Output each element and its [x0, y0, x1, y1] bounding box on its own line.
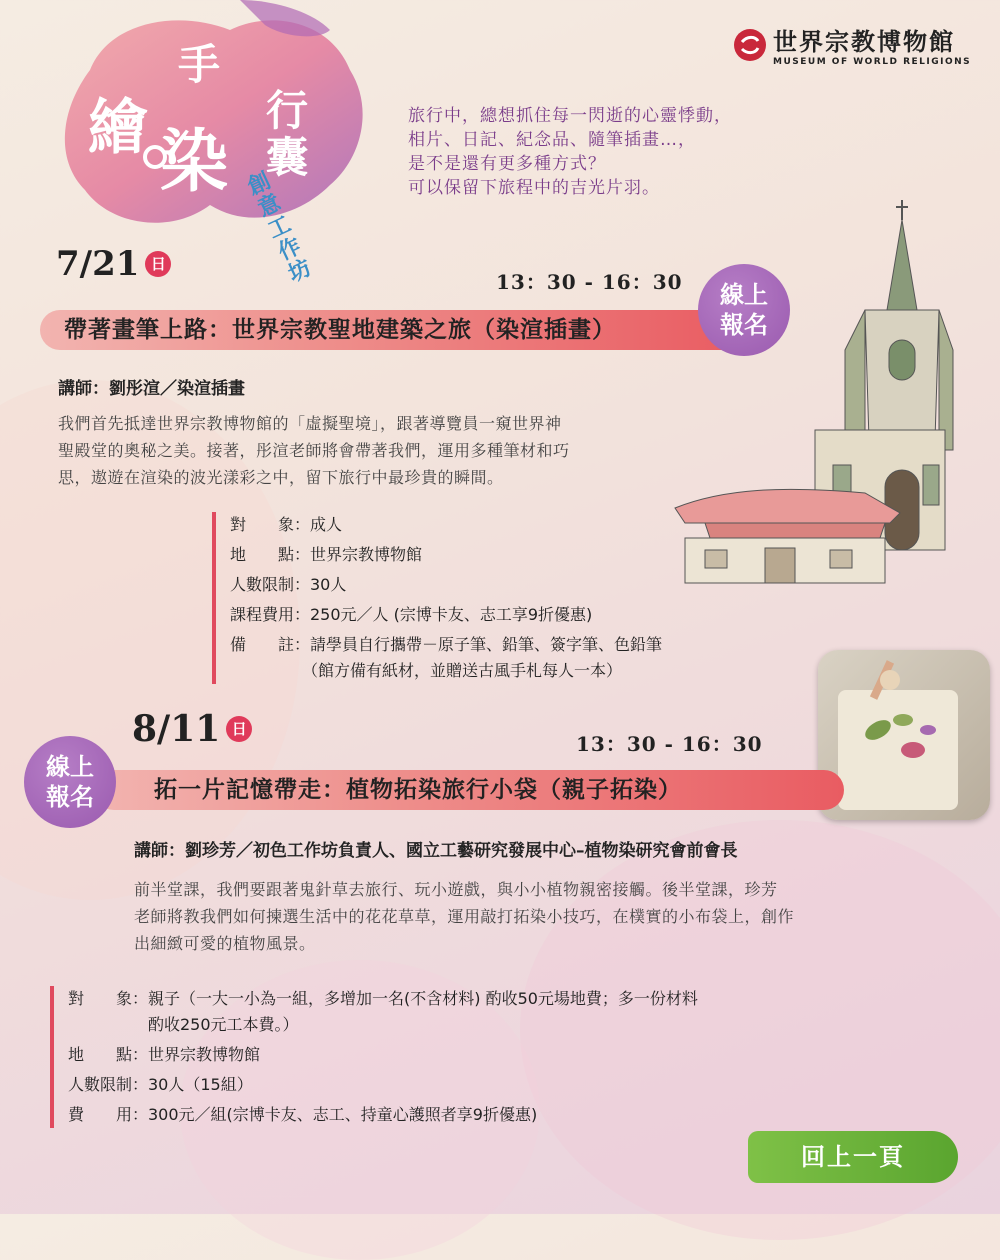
info-row: 人數限制：30人（15組）: [68, 1075, 253, 1094]
title-char: 染: [160, 122, 229, 202]
intro-line: 旅行中，總想抓住每一閃逝的心靈悸動，: [408, 106, 732, 126]
workshop-1-description: [58, 410, 698, 491]
workshop-1-title-banner: [40, 310, 744, 350]
description-line: 前半堂課，我們要跟著鬼針草去旅行、玩小遊戲，與小小植物親密接觸。後半堂課，珍芳: [134, 880, 778, 899]
online-register-button[interactable]: [698, 264, 790, 356]
workshop-2-date: [132, 708, 252, 750]
info-row: 地 點：世界宗教博物館: [230, 545, 423, 564]
register-label: 報名: [46, 783, 94, 811]
workshop-2-description: [134, 876, 954, 957]
intro-text: [408, 104, 732, 200]
back-button[interactable]: 回上一頁: [748, 1131, 958, 1183]
flower-dot-icon: [143, 145, 167, 169]
info-row: 地 點：世界宗教博物館: [68, 1045, 261, 1064]
workshop-2-title-banner: [94, 770, 844, 810]
title-char: 行: [266, 86, 309, 135]
workshop-date: 7/21: [56, 244, 140, 284]
description-line: 思，遨遊在渲染的波光漾彩之中，留下旅行中最珍貴的瞬間。: [58, 468, 504, 487]
info-row: 人數限制：30人: [230, 575, 347, 594]
info-row: （館方備有紙材，並贈送古風手札每人一本）: [230, 661, 623, 680]
register-label: 線上: [46, 753, 94, 781]
workshop-title: 帶著畫筆上路：世界宗教聖地建築之旅（染渲插畫）: [64, 317, 616, 343]
title-char: 手: [178, 40, 221, 89]
workshop-2-lecturer: 講師：劉珍芳／初色工作坊負責人、國立工藝研究發展中心–植物染研究會前會長: [134, 841, 738, 861]
info-row: 備 註：請學員自行攜帶－原子筆、鉛筆、簽字筆、色鉛筆: [230, 635, 663, 654]
info-row: 對 象：成人: [230, 515, 343, 534]
intro-line: 相片、日記、紀念品、隨筆插畫…，: [408, 130, 696, 150]
info-row: 課程費用：250元／人 (宗博卡友、志工享9折優惠): [230, 605, 593, 624]
description-line: 我們首先抵達世界宗教博物館的「虛擬聖境」，跟著導覽員一窺世界神: [58, 414, 562, 433]
workshop-1-time: 13：30 - 16：30: [496, 270, 683, 294]
title-char: 繪: [88, 93, 148, 163]
workshop-title: 拓一片記憶帶走：植物拓染旅行小袋（親子拓染）: [154, 777, 682, 803]
info-row: 對 象：親子（一大一小為一組，多增加一名(不含材料) 酌收50元場地費；多一份材料: [68, 989, 698, 1008]
online-register-button[interactable]: [24, 736, 116, 828]
workshop-1-date: [56, 244, 171, 284]
workshop-2-time: 13：30 - 16：30: [576, 732, 763, 756]
intro-line: 是不是還有更多種方式？: [408, 154, 606, 174]
workshop-1-info: [212, 512, 662, 684]
museum-logo: [733, 22, 971, 67]
bag-photo-art: [818, 650, 990, 820]
workshop-subtitle: 創意工作坊: [240, 168, 315, 288]
description-line: 老師將教我們如何揀選生活中的花花草草，運用敲打拓染小技巧，在樸實的小布袋上，創作: [134, 907, 795, 926]
description-line: 聖殿堂的奧秘之美。接著，彤渲老師將會帶著我們，運用多種筆材和巧: [58, 441, 570, 460]
museum-name-cn: 世界宗教博物館: [773, 27, 955, 56]
workshop-1-lecturer: 講師：劉彤渲／染渲插畫: [58, 379, 245, 399]
museum-name-en: MUSEUM OF WORLD RELIGIONS: [773, 57, 972, 67]
temple-illustration: [665, 478, 910, 588]
register-label: 線上: [720, 281, 768, 309]
weekday-badge: 日: [226, 716, 252, 742]
workshop-date: 8/11: [132, 708, 221, 750]
intro-line: 可以保留下旅程中的吉光片羽。: [408, 178, 660, 198]
title-char: 囊: [266, 133, 309, 182]
workshop-2-info: [50, 986, 698, 1128]
weekday-badge: 日: [145, 251, 171, 277]
museum-logo-icon: [733, 28, 767, 62]
info-row: 費 用：300元／組(宗博卡友、志工、持童心護照者享9折優惠): [68, 1105, 538, 1124]
register-label: 報名: [720, 311, 768, 339]
description-line: 出細緻可愛的植物風景。: [134, 934, 316, 953]
info-row: 酌收250元工本費。）: [68, 1015, 299, 1034]
plant-dye-bag-photo: [818, 650, 990, 820]
